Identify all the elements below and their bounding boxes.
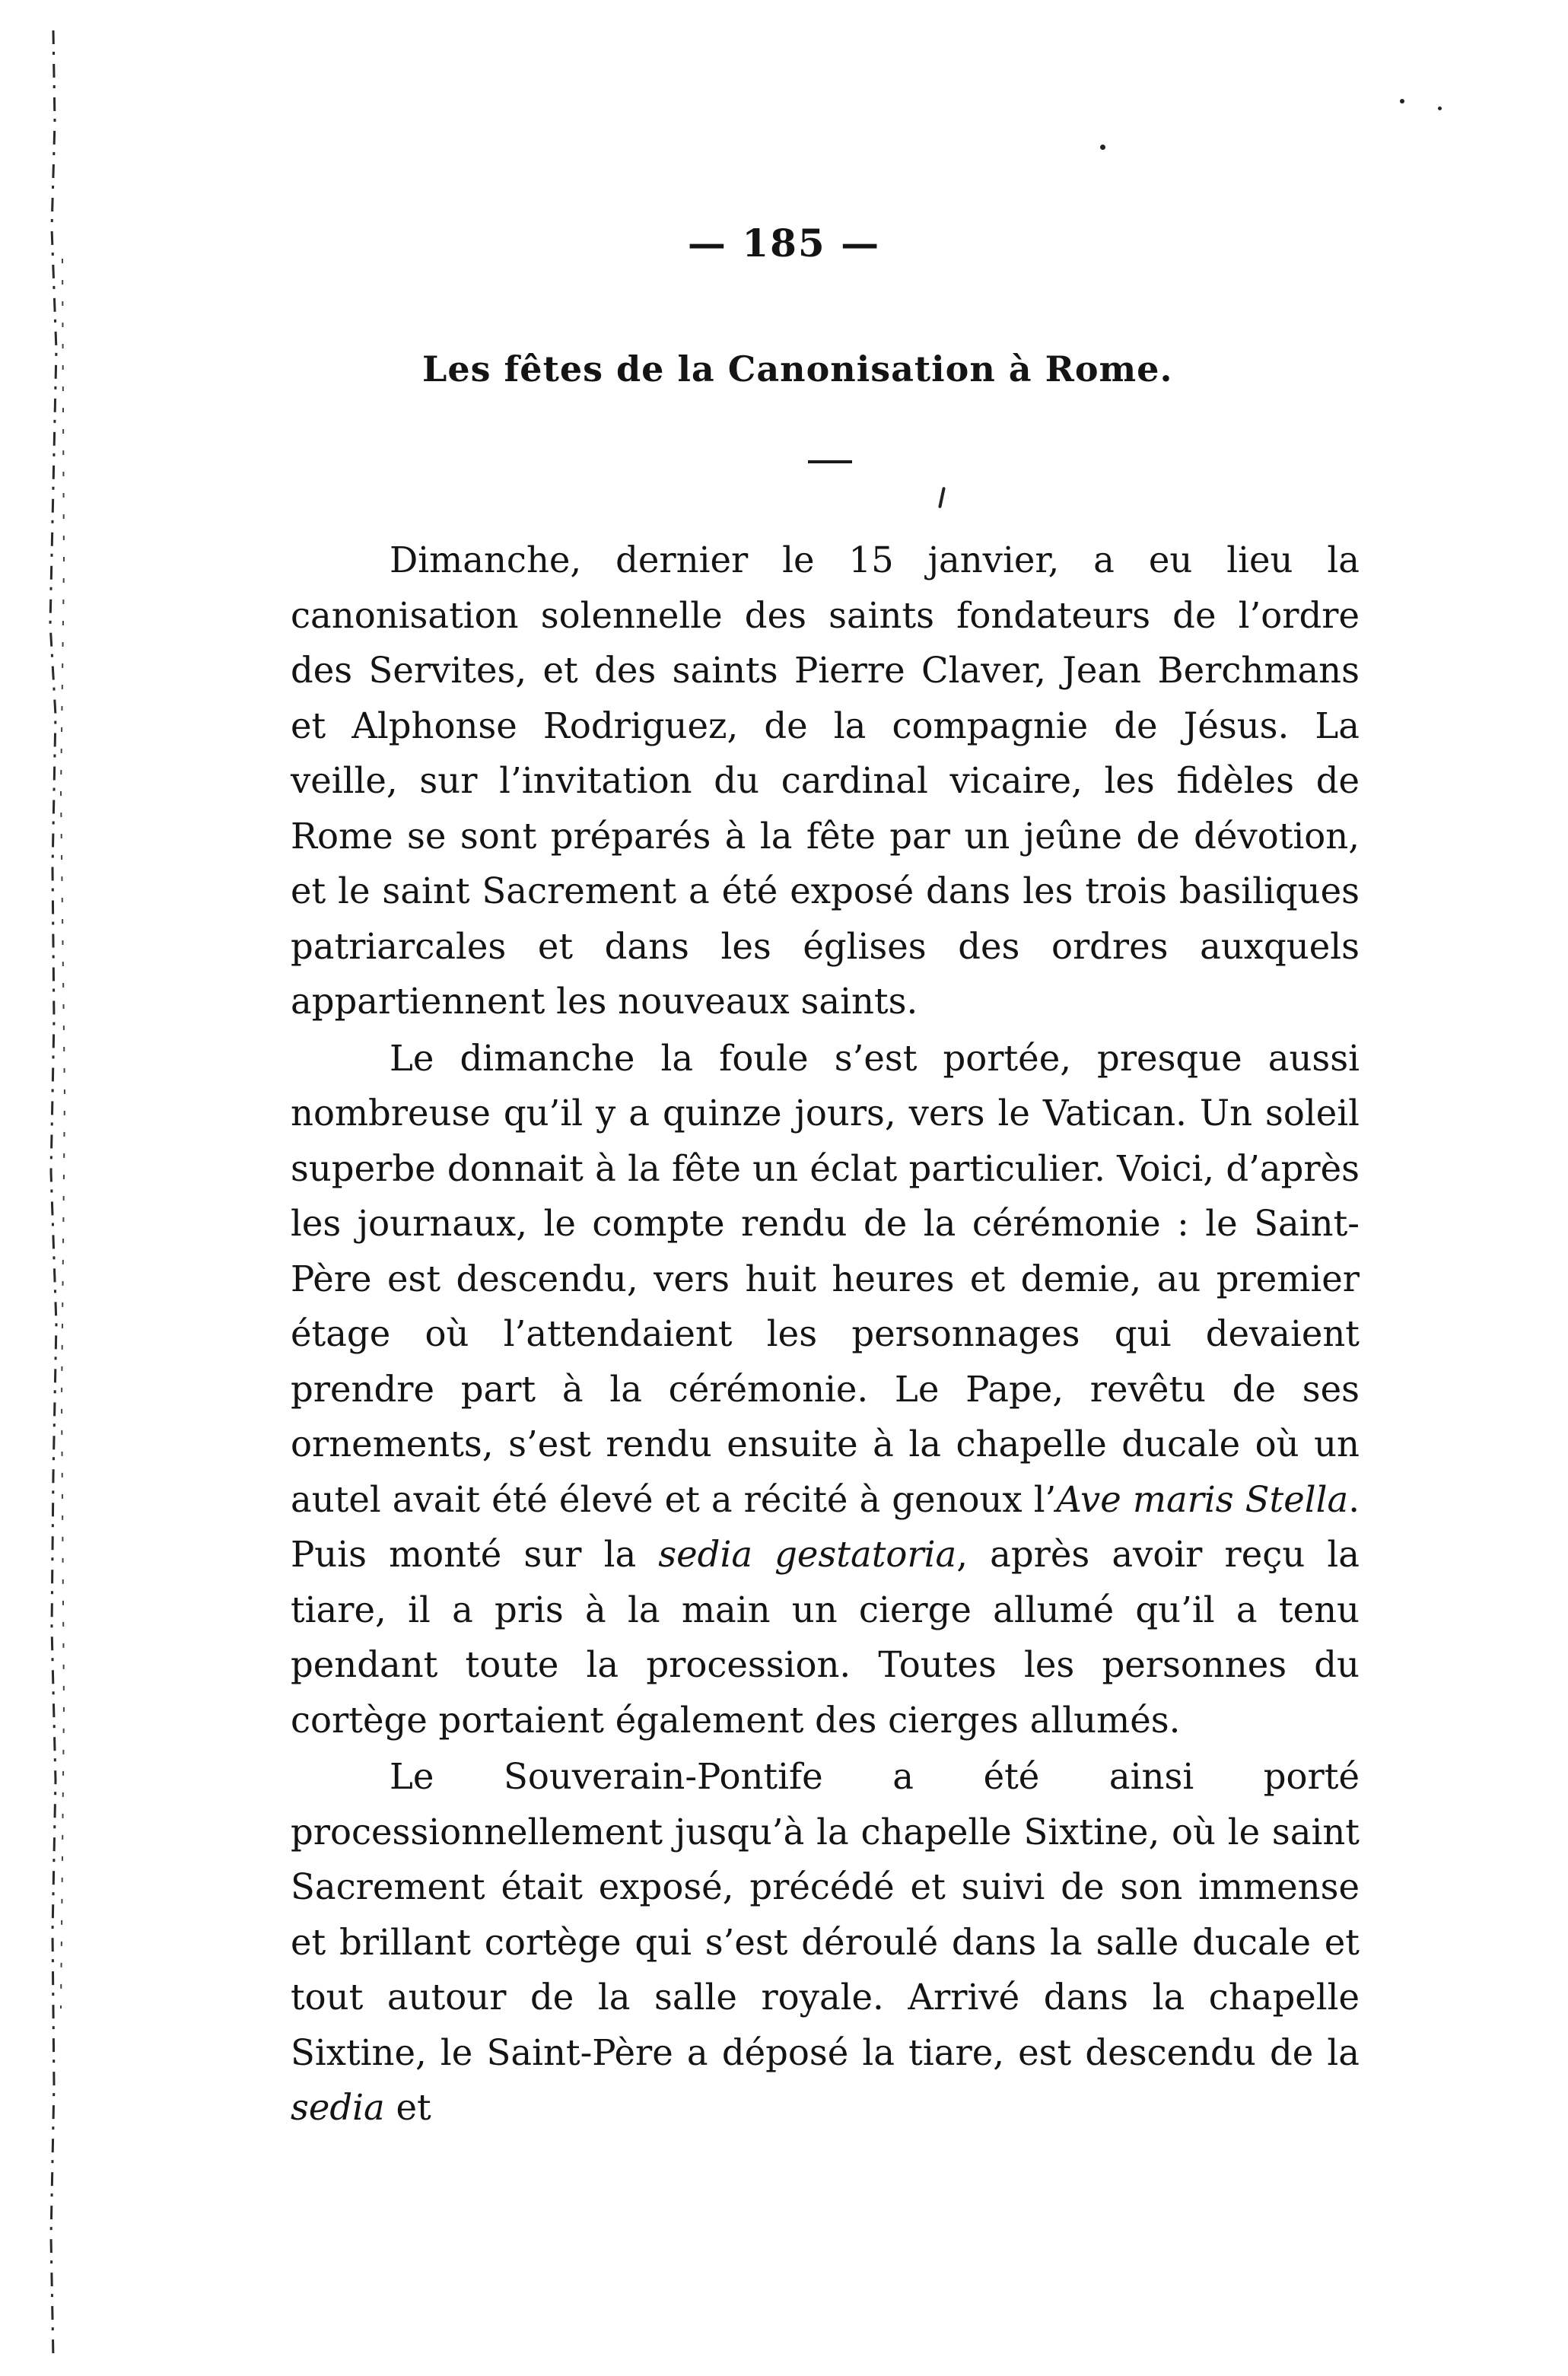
title-rule	[808, 460, 852, 463]
chapter-title: Les fêtes de la Canonisation à Rome.	[422, 348, 1173, 390]
text-run: . Puis monté sur la	[291, 1478, 1360, 1575]
italic-text: Ave maris Stella	[1056, 1478, 1349, 1520]
text-run: Le dimanche la foule s’est portée, presque aussi nombreuse qu’il y a quinze jours, vers le Vatican. Un soleil superbe donnait à la fête un éclat particulier. Voici, d’après les journaux, le compte rendu de la cérémonie : le Saint-Père est descendu, vers huit heures et demie, au premier étage où l’attendaient les personnages qui devaient prendre part à la cérémonie. Le Pape, revêtu de ses ornements, s’est rendu ensuite à la chapelle ducale où un autel avait été élevé et a récité à genoux l’	[291, 1037, 1360, 1520]
ink-speck	[1100, 145, 1105, 150]
ink-speck	[1438, 107, 1442, 110]
paragraph	[291, 533, 1360, 1029]
ink-speck	[938, 487, 946, 508]
italic-text: sedia gestatoria	[658, 1534, 957, 1575]
text-run: , après avoir reçu la tiare, il a pris à la main un cierge allumé qu’il a tenu pendant toute la procession. Toutes les personnes du cortège portaient également des cierges allumés.	[291, 1534, 1360, 1741]
paragraph	[291, 1749, 1360, 2136]
page-number: — 185 —	[687, 221, 881, 266]
ink-speck	[1400, 99, 1404, 103]
text-run: Dimanche, dernier le 15 janvier, a eu lieu la canonisation solennelle des saints fondateurs de l’ordre des Servites, et des saints Pierre Claver, Jean Berchmans et Alphonse Rodriguez, de la compagnie de Jésus. La veille, sur l’invitation du cardinal vicaire, les fidèles de Rome se sont préparés à la fête par un jeûne de dévotion, et le saint Sacrement a été exposé dans les trois basiliques patriarcales et dans les églises des ordres auxquels appartiennent les nouveaux saints.	[291, 539, 1360, 1022]
body-text	[291, 533, 1360, 2136]
binding-edge-marks	[30, 30, 76, 2359]
italic-text: sedia	[291, 2087, 385, 2128]
text-run: Le Souverain-Pontife a été ainsi porté processionnellement jusqu’à la chapelle Sixtine, où le saint Sacrement était exposé, précédé et suivi de son immense et brillant cortège qui s’est déroulé dans la salle ducale et tout autour de la salle royale. Arrivé dans la chapelle Sixtine, le Saint-Père a déposé la tiare, est descendu de la	[291, 1756, 1360, 2073]
paragraph	[291, 1031, 1360, 1748]
text-run: et	[384, 2087, 431, 2128]
